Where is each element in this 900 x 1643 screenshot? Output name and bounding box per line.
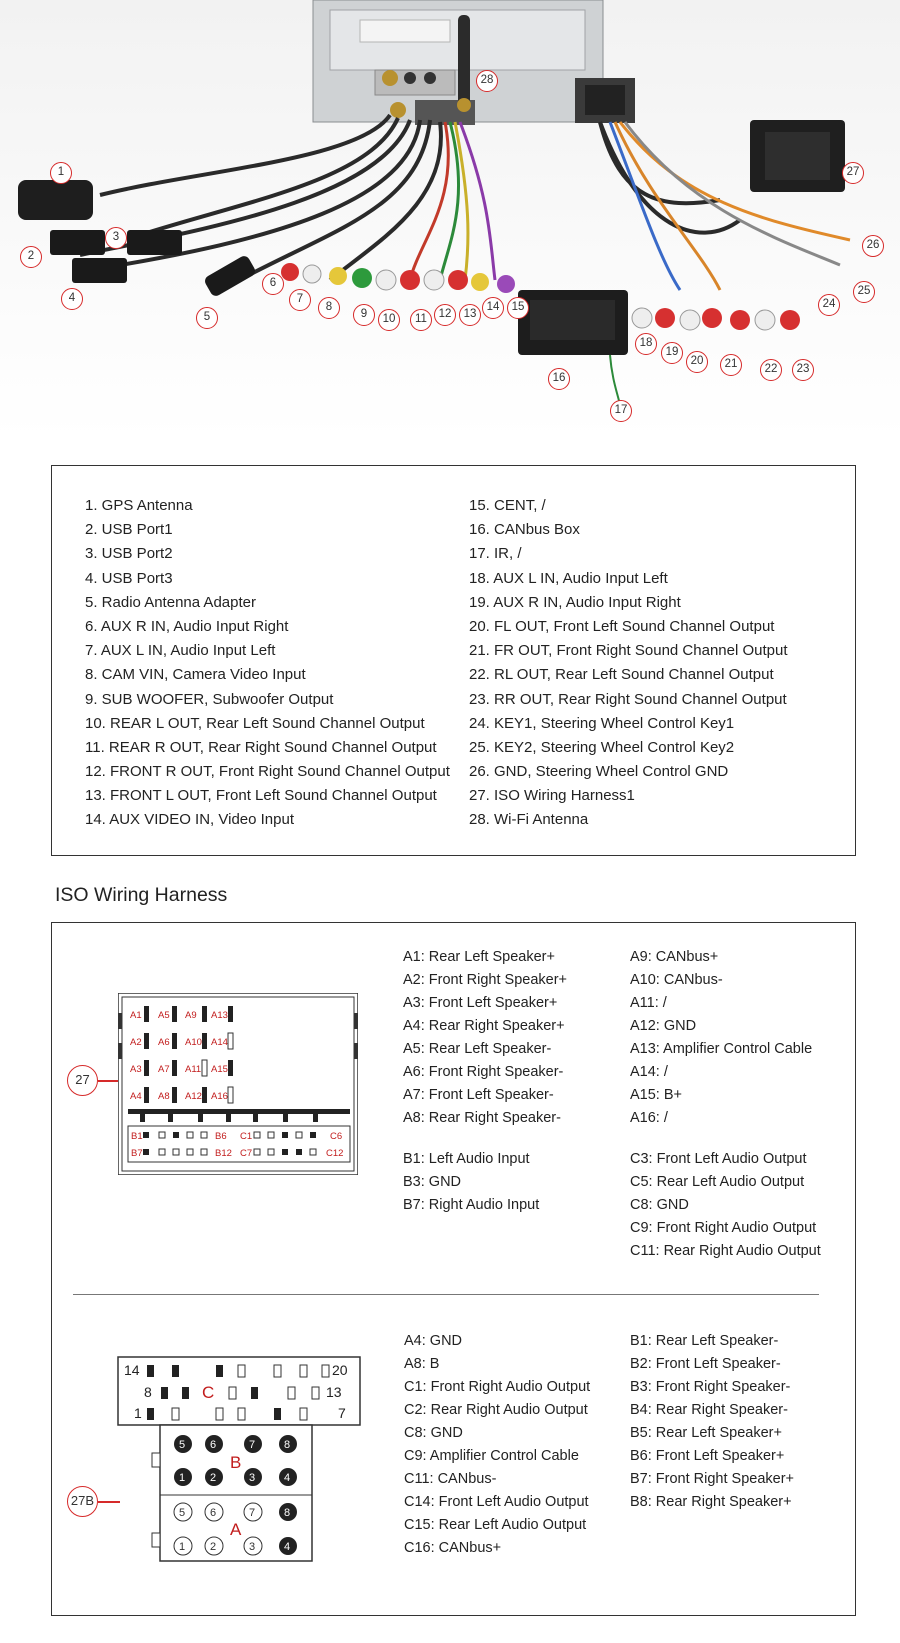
pin-label: A14 [211, 1037, 228, 1048]
pin-desc: C8: GND [404, 1425, 463, 1441]
pin-desc: B1: Left Audio Input [403, 1151, 530, 1167]
legend-item: 28. Wi-Fi Antenna [469, 811, 589, 829]
tag-leader [98, 1080, 118, 1082]
callout-26: 26 [862, 235, 884, 257]
pin-number: 4 [284, 1541, 291, 1553]
iso-connector-diagram [118, 993, 358, 1175]
pin-label: A11 [185, 1064, 202, 1075]
legend-item: 4. USB Port3 [85, 569, 173, 587]
pin-number: 7 [249, 1507, 256, 1519]
pin-desc: A3: Front Left Speaker+ [403, 995, 558, 1011]
pin-desc: B1: Rear Left Speaker- [630, 1333, 779, 1349]
legend-item: 15. CENT, / [469, 497, 546, 514]
pin-desc: C11: Rear Right Audio Output [630, 1243, 821, 1259]
iso-connector-27b-diagram [116, 1355, 362, 1567]
pin-label: A5 [158, 1010, 170, 1021]
callout-12: 12 [434, 304, 456, 326]
pin-number: 1 [179, 1541, 186, 1553]
pin-desc: B6: Front Left Speaker+ [630, 1448, 785, 1464]
legend-item: 22. RL OUT, Rear Left Sound Channel Output [469, 666, 774, 684]
callout-7: 7 [289, 289, 311, 311]
callout-2: 2 [20, 246, 42, 268]
pin-desc: B3: GND [403, 1174, 462, 1190]
section-title: ISO Wiring Harness [55, 884, 228, 906]
harness1-b-pins [403, 1149, 539, 1218]
pin-desc: C8: GND [630, 1197, 689, 1213]
block-label: A [230, 1520, 242, 1539]
pin-desc: A11: / [630, 995, 667, 1011]
pin-desc: A2: Front Right Speaker+ [403, 972, 568, 988]
callout-18: 18 [635, 333, 657, 355]
pin-label: A4 [130, 1091, 142, 1102]
callout-3: 3 [105, 227, 127, 249]
block-label: B [230, 1453, 242, 1472]
legend-item: 27. ISO Wiring Harness1 [469, 787, 635, 805]
pin-label: B7 [131, 1148, 143, 1159]
callout-25: 25 [853, 281, 875, 303]
callout-6: 6 [262, 273, 284, 295]
pin-desc: C15: Rear Left Audio Output [404, 1517, 587, 1533]
pin-number: 2 [210, 1472, 217, 1484]
pin-desc: A8: Rear Right Speaker- [403, 1110, 561, 1126]
pin-desc: A14: / [630, 1064, 668, 1080]
legend-item: 5. Radio Antenna Adapter [85, 593, 256, 611]
callout-28: 28 [476, 70, 498, 92]
pin-label: A9 [185, 1010, 197, 1021]
legend-item: 14. AUX VIDEO IN, Video Input [85, 811, 295, 829]
pin-desc: A8: B [404, 1356, 440, 1372]
section-divider [73, 1294, 819, 1295]
pin-label: A16 [211, 1091, 228, 1102]
legend-item: 25. KEY2, Steering Wheel Control Key2 [469, 738, 735, 756]
legend-right-column [469, 496, 788, 835]
callout-15: 15 [507, 297, 529, 319]
callout-27: 27 [842, 162, 864, 184]
block-label: C [202, 1383, 215, 1402]
pin-desc: A16: / [630, 1110, 668, 1126]
pin-label: A2 [130, 1037, 142, 1048]
pin-desc: B7: Front Right Speaker+ [630, 1471, 795, 1487]
pin-desc: C2: Rear Right Audio Output [404, 1402, 588, 1418]
pin-desc: A15: B+ [630, 1087, 682, 1103]
pin-number: 1 [179, 1472, 186, 1484]
harness2-pins-2 [630, 1331, 794, 1515]
pin-number: 5 [179, 1507, 186, 1519]
callout-5: 5 [196, 307, 218, 329]
legend-item: 18. AUX L IN, Audio Input Left [469, 569, 668, 587]
legend-item: 17. IR, / [469, 545, 522, 563]
pin-desc: C9: Amplifier Control Cable [404, 1448, 579, 1464]
callout-23: 23 [792, 359, 814, 381]
legend-item: 6. AUX R IN, Audio Input Right [85, 617, 289, 635]
pin-desc: A9: CANbus+ [630, 949, 719, 965]
pin-number: 6 [210, 1507, 217, 1519]
pin-desc: C9: Front Right Audio Output [630, 1220, 817, 1236]
pin-desc: B7: Right Audio Input [403, 1197, 540, 1213]
pin-desc: A12: GND [630, 1018, 697, 1034]
pin-label: C7 [240, 1148, 253, 1159]
callout-4: 4 [61, 288, 83, 310]
legend-item: 2. USB Port1 [85, 521, 173, 539]
tag-27b: 27B [67, 1486, 98, 1517]
pin-desc: A7: Front Left Speaker- [403, 1087, 554, 1103]
harness1-a-pins-2 [630, 947, 812, 1131]
pin-label: B1 [131, 1131, 143, 1142]
pin-number: 2 [210, 1541, 217, 1553]
pin-label: B6 [215, 1131, 227, 1142]
pin-desc: A1: Rear Left Speaker+ [403, 949, 555, 965]
pin-number: 6 [210, 1439, 217, 1451]
pin-number: 4 [284, 1472, 291, 1484]
callout-19: 19 [661, 342, 683, 364]
pin-label: A10 [185, 1037, 202, 1048]
legend-item: 1. GPS Antenna [85, 497, 193, 514]
pin-desc: C5: Rear Left Audio Output [630, 1174, 805, 1190]
pin-label: A12 [185, 1091, 202, 1102]
legend-item: 12. FRONT R OUT, Front Right Sound Channel Output [85, 763, 450, 781]
callout-14: 14 [482, 297, 504, 319]
pin-label: A8 [158, 1091, 170, 1102]
legend-item: 26. GND, Steering Wheel Control GND [469, 763, 729, 781]
callout-16: 16 [548, 368, 570, 390]
pin-number: 20 [332, 1362, 348, 1378]
callout-11: 11 [410, 309, 432, 331]
legend-item: 20. FL OUT, Front Left Sound Channel Output [469, 617, 775, 635]
callout-24: 24 [818, 294, 840, 316]
pin-number: 8 [144, 1384, 152, 1400]
pin-label: B12 [215, 1148, 232, 1159]
pin-number: 8 [284, 1439, 291, 1451]
pin-desc: C3: Front Left Audio Output [630, 1151, 807, 1167]
callout-21: 21 [720, 354, 742, 376]
callout-20: 20 [686, 351, 708, 373]
pin-desc: B4: Rear Right Speaker- [630, 1402, 788, 1418]
pin-number: 7 [338, 1405, 346, 1421]
pin-label: C6 [330, 1131, 343, 1142]
legend-item: 3. USB Port2 [85, 545, 173, 563]
callout-17: 17 [610, 400, 632, 422]
pin-desc: C11: CANbus- [404, 1471, 497, 1487]
pin-desc: A6: Front Right Speaker- [403, 1064, 564, 1080]
pin-desc: B3: Front Right Speaker- [630, 1379, 791, 1395]
legend-item: 19. AUX R IN, Audio Input Right [469, 593, 681, 611]
pin-label: A1 [130, 1010, 142, 1021]
pin-number: 8 [284, 1507, 291, 1519]
pin-label: A15 [211, 1064, 228, 1075]
legend-left-column [85, 496, 450, 835]
legend-item: 11. REAR R OUT, Rear Right Sound Channel Output [85, 738, 437, 756]
pin-number: 13 [326, 1384, 342, 1400]
legend-item: 24. KEY1, Steering Wheel Control Key1 [469, 714, 735, 732]
tag-27: 27 [67, 1065, 98, 1096]
pin-desc: C14: Front Left Audio Output [404, 1494, 589, 1510]
callout-13: 13 [459, 304, 481, 326]
legend-item: 9. SUB WOOFER, Subwoofer Output [85, 690, 334, 708]
pin-desc: C1: Front Right Audio Output [404, 1379, 591, 1395]
pin-number: 3 [249, 1472, 256, 1484]
harness2-pins-1 [404, 1331, 590, 1561]
pin-number: 14 [124, 1362, 140, 1378]
pin-desc: B2: Front Left Speaker- [630, 1356, 781, 1372]
callout-1: 1 [50, 162, 72, 184]
pin-desc: B8: Rear Right Speaker+ [630, 1494, 792, 1510]
pin-label: A13 [211, 1010, 228, 1021]
pin-number: 1 [134, 1405, 142, 1421]
pin-desc: B5: Rear Left Speaker+ [630, 1425, 782, 1441]
legend-item: 21. FR OUT, Front Right Sound Channel Output [469, 642, 788, 660]
pin-desc: A10: CANbus- [630, 972, 723, 988]
legend-box [51, 465, 856, 856]
legend-item: 10. REAR L OUT, Rear Left Sound Channel Output [85, 714, 425, 732]
pin-label: A7 [158, 1064, 170, 1075]
pin-desc: C16: CANbus+ [404, 1540, 502, 1556]
legend-item: 8. CAM VIN, Camera Video Input [85, 666, 306, 684]
legend-item: 7. AUX L IN, Audio Input Left [85, 642, 276, 660]
callout-8: 8 [318, 297, 340, 319]
callout-22: 22 [760, 359, 782, 381]
pin-label: A6 [158, 1037, 170, 1048]
pin-desc: A4: GND [404, 1333, 463, 1349]
legend-item: 13. FRONT L OUT, Front Left Sound Channel Output [85, 787, 437, 805]
legend-item: 16. CANbus Box [469, 521, 580, 539]
legend-item: 23. RR OUT, Rear Right Sound Channel Output [469, 690, 787, 708]
harness-box [51, 922, 856, 1616]
pin-desc: A4: Rear Right Speaker+ [403, 1018, 565, 1034]
pin-label: C12 [326, 1148, 344, 1159]
callout-9: 9 [353, 304, 375, 326]
harness1-a-pins-1 [403, 947, 567, 1131]
harness1-c-pins [630, 1149, 821, 1264]
pin-number: 5 [179, 1439, 186, 1451]
pin-label: A3 [130, 1064, 142, 1075]
pin-number: 7 [249, 1439, 256, 1451]
pin-desc: A13: Amplifier Control Cable [630, 1041, 813, 1057]
pin-desc: A5: Rear Left Speaker- [403, 1041, 552, 1057]
callout-10: 10 [378, 309, 400, 331]
pin-number: 3 [249, 1541, 256, 1553]
pin-label: C1 [240, 1131, 253, 1142]
product-photo [0, 0, 900, 440]
